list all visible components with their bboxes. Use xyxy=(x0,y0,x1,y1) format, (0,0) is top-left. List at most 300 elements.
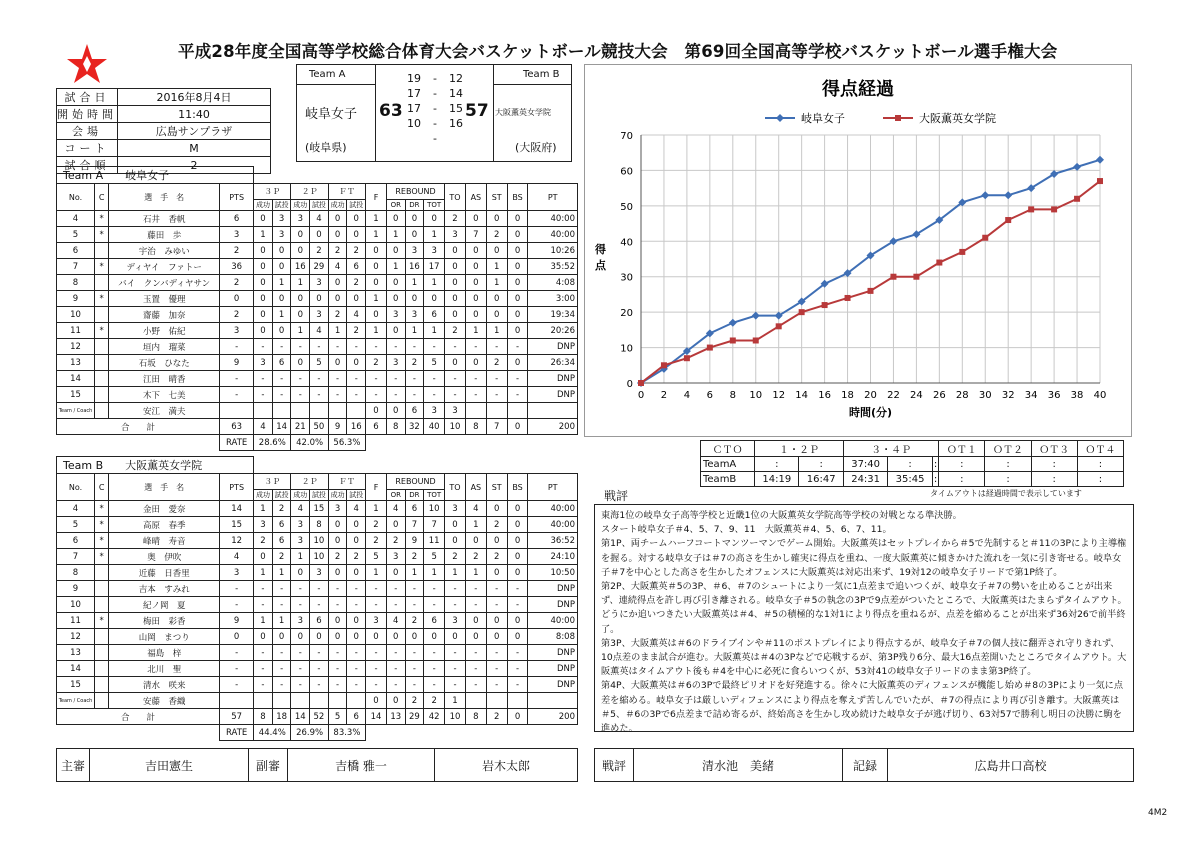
stat-cell xyxy=(95,645,109,661)
stat-cell: 1 xyxy=(272,307,291,323)
stat-cell: - xyxy=(424,581,445,597)
column-subheader: TOT xyxy=(424,490,445,501)
stat-cell: 2 xyxy=(272,501,291,517)
stat-cell xyxy=(328,693,347,709)
stat-cell: 12 xyxy=(57,629,95,645)
stat-cell: 0 xyxy=(465,211,486,227)
player-name: 藤田 歩 xyxy=(109,227,220,243)
stat-cell: 3 xyxy=(405,307,424,323)
data-point xyxy=(1004,191,1012,199)
x-tick-label: 6 xyxy=(706,390,714,401)
stat-cell: - xyxy=(424,597,445,613)
game-info-row xyxy=(57,106,271,123)
rate-label: RATE xyxy=(220,725,254,741)
stat-cell: 2 xyxy=(220,275,254,291)
total-cell: 18 xyxy=(272,709,291,725)
column-subheader: 試投 xyxy=(310,200,329,211)
stat-cell: - xyxy=(310,371,329,387)
stat-cell: - xyxy=(386,661,405,677)
total-cell: 2 xyxy=(486,709,507,725)
stat-cell: - xyxy=(424,387,445,403)
stat-cell: 0 xyxy=(486,243,507,259)
timeout-cell: : xyxy=(755,457,799,472)
stat-cell: 0 xyxy=(366,629,387,645)
team-title-row xyxy=(57,457,578,474)
column-header: No. xyxy=(57,184,95,211)
quarter-a: 17 xyxy=(407,102,421,115)
team-title-row xyxy=(57,167,578,184)
stat-cell xyxy=(528,693,578,709)
stat-cell: 0 xyxy=(272,291,291,307)
data-point xyxy=(752,312,760,320)
stat-cell: - xyxy=(386,387,405,403)
stat-cell: 0 xyxy=(366,403,387,419)
referee-name: 吉田憲生 xyxy=(90,749,249,782)
stat-cell: 0 xyxy=(310,227,329,243)
stat-cell xyxy=(95,597,109,613)
x-tick-label: 10 xyxy=(749,390,763,401)
stat-cell: 1 xyxy=(424,565,445,581)
stat-cell: - xyxy=(486,661,507,677)
stat-cell: - xyxy=(310,677,329,693)
stat-cell: - xyxy=(386,597,405,613)
player-name: 清水 咲来 xyxy=(109,677,220,693)
x-axis-label: 時間(分) xyxy=(848,406,893,419)
player-row xyxy=(57,501,578,517)
total-cell: 4 xyxy=(254,419,273,435)
stat-cell: - xyxy=(291,387,310,403)
stat-cell: - xyxy=(486,645,507,661)
recorders-table xyxy=(594,748,1134,782)
stat-cell: 0 xyxy=(465,243,486,259)
stat-cell: 0 xyxy=(328,291,347,307)
stat-cell: 0 xyxy=(445,259,466,275)
federation-logo-icon xyxy=(66,42,108,84)
stat-cell: 0 xyxy=(328,227,347,243)
stat-cell: - xyxy=(465,597,486,613)
stat-cell: 36:52 xyxy=(528,533,578,549)
stat-cell: - xyxy=(445,597,466,613)
timeout-cell: 14:19 xyxy=(755,472,799,487)
stat-cell: 1 xyxy=(445,565,466,581)
referee-label: 主審 xyxy=(57,749,90,782)
stat-cell: 13 xyxy=(57,355,95,371)
stat-cell: 0 xyxy=(328,629,347,645)
commentary-paragraph: 第2P、大阪薫英＃5の3P、＃6、＃7のシュートにより一気に1点差まで追いつくが、岐阜女子＃7の勢いを止めることが出来ず、連続得点を許し再び引き離される。岐阜女子＃5の執念の3Pで9点差がついたところで、大阪薫英はたまらずタイムアウト。どうにか追いつきたい大阪薫英は＃4、＃5の積極的な1対1により得点を重ねるが、点差を縮めることが出来ず36対26で前半終了。 xyxy=(601,581,1127,635)
stat-cell: 2 xyxy=(328,549,347,565)
timeout-team: TeamA xyxy=(701,457,755,472)
stat-cell: 0 xyxy=(405,227,424,243)
player-name: 小野 佑紀 xyxy=(109,323,220,339)
stat-cell: - xyxy=(465,677,486,693)
stat-cell xyxy=(486,403,507,419)
stat-cell: 0 xyxy=(507,629,528,645)
stat-cell: - xyxy=(328,597,347,613)
stat-cell: * xyxy=(95,227,109,243)
stat-cell: 1 xyxy=(405,323,424,339)
stat-cell: 0 xyxy=(507,565,528,581)
officials-table xyxy=(56,748,578,782)
stat-cell xyxy=(272,403,291,419)
stat-cell: 4:08 xyxy=(528,275,578,291)
stat-cell: * xyxy=(95,517,109,533)
player-name: 北川 聖 xyxy=(109,661,220,677)
column-subheader: 試投 xyxy=(347,200,366,211)
stat-cell: - xyxy=(310,387,329,403)
stat-cell: 0 xyxy=(386,243,405,259)
info-value: 11:40 xyxy=(118,106,271,123)
game-info-row xyxy=(57,140,271,157)
stat-cell: 1 xyxy=(465,517,486,533)
data-point xyxy=(661,362,667,368)
x-tick-label: 26 xyxy=(932,390,946,401)
stat-cell: 0 xyxy=(386,565,405,581)
stat-cell: 10:50 xyxy=(528,565,578,581)
stat-cell: 2 xyxy=(328,243,347,259)
stat-cell: 9 xyxy=(57,291,95,307)
player-name: 奥 伊吹 xyxy=(109,549,220,565)
stat-cell: 1 xyxy=(424,227,445,243)
total-cell: 8 xyxy=(465,709,486,725)
player-row xyxy=(57,387,578,403)
stat-cell xyxy=(95,677,109,693)
stat-cell: 1 xyxy=(254,501,273,517)
column-header: C xyxy=(95,184,109,211)
stat-cell: - xyxy=(347,339,366,355)
player-name: 近藤 日香里 xyxy=(109,565,220,581)
column-header: C xyxy=(95,474,109,501)
stat-cell: - xyxy=(486,677,507,693)
x-tick-label: 22 xyxy=(887,390,900,401)
stat-cell: 0 xyxy=(291,629,310,645)
stat-cell: 1 xyxy=(465,323,486,339)
stat-cell: 4 xyxy=(291,501,310,517)
quarter-score-row xyxy=(401,131,469,146)
team-a-label: Team A xyxy=(309,69,346,80)
stat-cell: 6 xyxy=(272,533,291,549)
stat-cell: 0 xyxy=(507,243,528,259)
header-row xyxy=(57,474,578,490)
stat-cell: - xyxy=(220,645,254,661)
total-cell: 14 xyxy=(366,709,387,725)
stat-cell: DNP xyxy=(528,645,578,661)
data-point xyxy=(707,345,713,351)
y-tick-label: 30 xyxy=(620,272,633,284)
team-a-stats-table xyxy=(56,166,578,451)
stat-cell: 0 xyxy=(507,549,528,565)
quarter-a: 19 xyxy=(407,72,421,85)
quarter-b: 16 xyxy=(448,117,463,130)
quarter-b xyxy=(449,131,469,146)
stat-cell: - xyxy=(328,677,347,693)
stat-cell: 3 xyxy=(445,501,466,517)
stat-cell: - xyxy=(405,339,424,355)
stat-cell: 3 xyxy=(405,243,424,259)
info-value: 広島サンプラザ xyxy=(118,123,271,140)
x-tick-label: 0 xyxy=(637,390,645,401)
y-tick-label: 60 xyxy=(620,166,633,178)
stat-cell: 1 xyxy=(366,227,387,243)
stat-cell: - xyxy=(220,661,254,677)
commentary-paragraph: 第3P、大阪薫英は＃6のドライブインや＃11のポストプレイにより得点するが、岐阜女子＃7の個人技に翻弄され守りきれず、10点差のまま試合が進む。大阪薫英は＃4の3Pなどで応戦するが、第3P残り6分、最大16点差開いたところでタイムアウト。大阪薫英はタイムアウト後も＃4を中心に必死に食らいつくが、53対41の岐阜女子リードのまま第3P終了。 xyxy=(601,637,1127,678)
stat-cell: 0 xyxy=(386,403,405,419)
stat-cell: - xyxy=(310,581,329,597)
stat-cell: 1 xyxy=(291,275,310,291)
stat-cell: 1 xyxy=(486,275,507,291)
stat-cell: 0 xyxy=(366,693,387,709)
team-b-total-score: 57 xyxy=(465,101,489,121)
stat-cell: 0 xyxy=(424,211,445,227)
timeout-table xyxy=(700,440,1124,487)
column-header: PT xyxy=(528,474,578,501)
stat-cell xyxy=(528,403,578,419)
stat-cell: 0 xyxy=(347,227,366,243)
stat-cell: - xyxy=(272,387,291,403)
stat-cell: - xyxy=(254,387,273,403)
totals-row xyxy=(57,419,578,435)
stat-cell: 0 xyxy=(486,629,507,645)
player-row xyxy=(57,661,578,677)
player-row xyxy=(57,613,578,629)
stat-cell xyxy=(465,403,486,419)
quarter-b: 15 xyxy=(448,102,463,115)
stat-cell: 6 xyxy=(405,403,424,419)
team-a-total-score: 63 xyxy=(379,101,403,121)
stat-cell: 0 xyxy=(507,517,528,533)
rate-spacer xyxy=(366,435,578,451)
stat-cell: 7 xyxy=(424,517,445,533)
stat-cell: 0 xyxy=(272,243,291,259)
stat-cell xyxy=(328,403,347,419)
total-cell: 200 xyxy=(528,709,578,725)
stat-cell: - xyxy=(328,371,347,387)
player-name: 木下 七美 xyxy=(109,387,220,403)
stat-cell: 0 xyxy=(328,517,347,533)
stat-cell: - xyxy=(220,581,254,597)
timeout-note: タイムアウトは経過時間で表示しています xyxy=(930,489,1082,498)
stat-cell: 0 xyxy=(328,275,347,291)
stat-cell xyxy=(220,403,254,419)
stat-cell: 1 xyxy=(465,565,486,581)
data-point xyxy=(729,319,737,327)
column-header: BS xyxy=(507,474,528,501)
chart-svg xyxy=(585,65,1131,436)
stat-cell: 2 xyxy=(220,307,254,323)
stat-cell xyxy=(507,403,528,419)
stat-cell: 3 xyxy=(272,227,291,243)
stat-cell: 1 xyxy=(272,275,291,291)
data-point xyxy=(868,288,874,294)
data-point xyxy=(684,355,690,361)
stat-cell: 9 xyxy=(57,581,95,597)
stat-cell: - xyxy=(254,661,273,677)
x-tick-label: 16 xyxy=(818,390,831,401)
column-subheader: 成功 xyxy=(254,200,273,211)
y-tick-label: 0 xyxy=(626,379,633,390)
info-label: コート xyxy=(57,140,118,157)
commentator-label: 戦評 xyxy=(595,749,634,782)
game-info-row xyxy=(57,89,271,106)
total-cell: 8 xyxy=(386,419,405,435)
stat-cell: 16 xyxy=(291,259,310,275)
stat-cell: 10 xyxy=(424,501,445,517)
x-tick-label: 24 xyxy=(910,390,923,401)
stat-cell: 0 xyxy=(465,355,486,371)
quarter-score-row xyxy=(401,86,469,101)
x-tick-label: 4 xyxy=(683,390,691,401)
column-header: ３Ｐ xyxy=(254,474,291,490)
data-point xyxy=(981,191,989,199)
stat-cell: - xyxy=(220,339,254,355)
player-row xyxy=(57,275,578,291)
x-tick-label: 28 xyxy=(955,390,969,401)
stat-cell: 1 xyxy=(386,227,405,243)
stat-cell xyxy=(95,307,109,323)
stat-cell: 40:00 xyxy=(528,517,578,533)
stat-cell: 0 xyxy=(486,533,507,549)
x-tick-label: 30 xyxy=(978,390,992,401)
stat-cell: DNP xyxy=(528,661,578,677)
stat-cell: - xyxy=(310,597,329,613)
player-row xyxy=(57,533,578,549)
stat-cell: 6 xyxy=(57,243,95,259)
player-row xyxy=(57,307,578,323)
y-tick-label: 10 xyxy=(620,343,633,355)
stat-cell: - xyxy=(254,677,273,693)
stat-cell: 0 xyxy=(445,355,466,371)
stat-cell: 2 xyxy=(366,517,387,533)
stat-cell: 2 xyxy=(366,355,387,371)
stat-cell: - xyxy=(347,387,366,403)
player-row xyxy=(57,211,578,227)
stat-cell: - xyxy=(507,661,528,677)
column-header: No. xyxy=(57,474,95,501)
stat-cell: - xyxy=(386,371,405,387)
stat-cell: 9 xyxy=(220,355,254,371)
player-name: 玉置 優理 xyxy=(109,291,220,307)
team-title: Team A 岐阜女子 xyxy=(57,167,254,184)
stat-cell: 3 xyxy=(424,403,445,419)
stat-cell: 4 xyxy=(328,259,347,275)
stat-cell: - xyxy=(272,597,291,613)
stat-cell xyxy=(291,693,310,709)
stat-cell: - xyxy=(254,581,273,597)
stat-cell: 0 xyxy=(465,533,486,549)
timeout-header: ＣＴＯ xyxy=(701,441,755,457)
stat-cell: 3 xyxy=(386,549,405,565)
total-cell: 63 xyxy=(220,419,254,435)
stat-cell: 0 xyxy=(254,629,273,645)
stat-cell: * xyxy=(95,533,109,549)
stat-cell: - xyxy=(424,661,445,677)
stat-cell: 0 xyxy=(291,565,310,581)
stat-cell: 1 xyxy=(366,501,387,517)
stat-cell: 4 xyxy=(310,323,329,339)
stat-cell: 0 xyxy=(254,549,273,565)
stat-cell: DNP xyxy=(528,339,578,355)
total-cell: 200 xyxy=(528,419,578,435)
stat-cell: 12 xyxy=(57,339,95,355)
player-row xyxy=(57,259,578,275)
timeout-cell: : xyxy=(1077,457,1123,472)
quarter-b: 14 xyxy=(448,87,463,100)
stat-cell: 17 xyxy=(424,259,445,275)
player-row xyxy=(57,597,578,613)
x-tick-label: 20 xyxy=(864,390,877,401)
total-cell: 0 xyxy=(507,709,528,725)
stat-cell: 7 xyxy=(405,517,424,533)
stat-cell: 0 xyxy=(507,275,528,291)
stat-cell: - xyxy=(347,677,366,693)
stat-cell: 0 xyxy=(486,291,507,307)
total-cell: 8 xyxy=(465,419,486,435)
stat-cell: 5 xyxy=(310,355,329,371)
stat-cell: - xyxy=(507,581,528,597)
stat-cell: - xyxy=(291,597,310,613)
stat-cell: 10 xyxy=(310,533,329,549)
stat-cell: 2 xyxy=(405,355,424,371)
stat-cell: - xyxy=(486,371,507,387)
stat-cell: 2 xyxy=(366,533,387,549)
column-subheader: OR xyxy=(386,200,405,211)
stat-cell: * xyxy=(95,291,109,307)
column-header: PTS xyxy=(220,474,254,501)
stat-cell: 0 xyxy=(486,211,507,227)
column-header: PT xyxy=(528,184,578,211)
x-tick-label: 40 xyxy=(1093,390,1107,401)
stat-cell: 0 xyxy=(272,629,291,645)
stat-cell: - xyxy=(328,339,347,355)
stat-cell: - xyxy=(291,339,310,355)
player-row xyxy=(57,581,578,597)
data-point xyxy=(1028,206,1034,212)
player-name: 齋藤 加奈 xyxy=(109,307,220,323)
column-header: ＦＴ xyxy=(328,474,365,490)
stat-cell: 2 xyxy=(328,307,347,323)
stat-cell: 0 xyxy=(254,323,273,339)
stat-cell: 4 xyxy=(57,211,95,227)
total-cell: 6 xyxy=(347,709,366,725)
stat-cell: DNP xyxy=(528,677,578,693)
stat-cell: 3 xyxy=(310,565,329,581)
quarter-b: 12 xyxy=(448,72,463,85)
data-point xyxy=(730,337,736,343)
data-point xyxy=(959,249,965,255)
x-tick-label: 32 xyxy=(1001,390,1015,401)
stat-cell: - xyxy=(366,339,387,355)
column-header: AS xyxy=(465,184,486,211)
stat-cell: - xyxy=(405,645,424,661)
total-cell: 7 xyxy=(486,419,507,435)
total-cell: 6 xyxy=(366,419,387,435)
stat-cell: - xyxy=(366,387,387,403)
player-row xyxy=(57,677,578,693)
stat-cell xyxy=(220,693,254,709)
total-cell: 9 xyxy=(328,419,347,435)
quarter-sep: - xyxy=(433,72,437,85)
stat-cell: 5 xyxy=(57,517,95,533)
timeout-header: １・２Ｐ xyxy=(755,441,844,457)
stat-cell: 9 xyxy=(220,613,254,629)
stat-cell: 3 xyxy=(272,211,291,227)
player-name: 梅田 彩香 xyxy=(109,613,220,629)
stat-cell: - xyxy=(445,339,466,355)
stat-cell: * xyxy=(95,323,109,339)
stat-cell: 3 xyxy=(445,227,466,243)
stat-cell: 3 xyxy=(254,355,273,371)
player-name: 江田 晴香 xyxy=(109,371,220,387)
total-cell: 10 xyxy=(445,709,466,725)
